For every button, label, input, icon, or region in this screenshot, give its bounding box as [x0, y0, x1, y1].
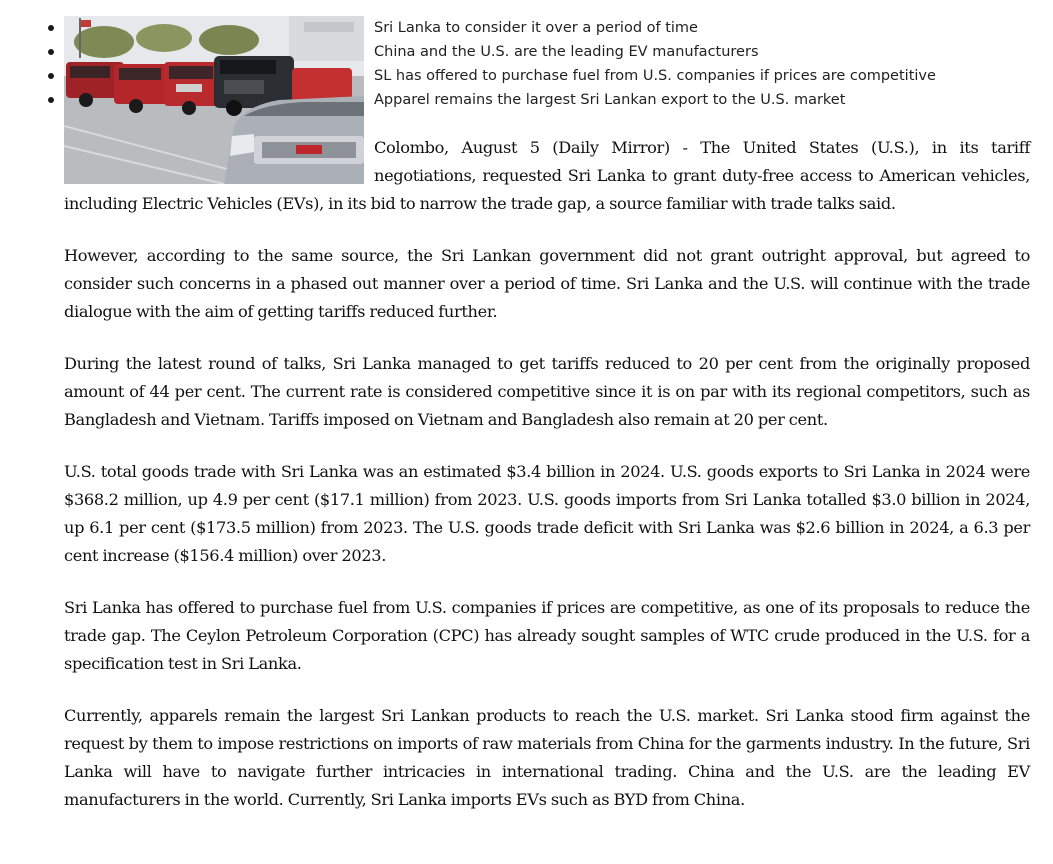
- key-point: [64, 16, 1030, 40]
- article-paragraph: Sri Lanka has offered to purchase fuel from U.S. companies if prices are competitive, as one of its proposals to reduce the trade gap. The Ceylon Petroleum Corporation (CPC) has already sought samples of WTC crude produced in the U.S. for a specification test in Sri Lanka.: [64, 598, 1030, 673]
- key-points-list: [64, 16, 1030, 112]
- key-point-text: Apparel remains the largest Sri Lankan export to the U.S. market: [374, 92, 846, 108]
- bullet-icon: [48, 97, 54, 103]
- article-paragraph: U.S. total goods trade with Sri Lanka was an estimated $3.4 billion in 2024. U.S. goods exports to Sri Lanka in 2024 were $368.2 million, up 4.9 per cent ($17.1 million) from 2023. U.S. goods imports from Sri Lanka totalled $3.0 billion in 2024, up 6.1 per cent ($173.5 million) from 2023. The U.S. goods trade deficit with Sri Lanka was $2.6 billion in 2024, a 6.3 per cent increase ($156.4 million) over 2023.: [64, 462, 1030, 565]
- article-paragraph: Currently, apparels remain the largest Sri Lankan products to reach the U.S. market. Sri Lanka stood firm against the request by them to impose restrictions on imports of raw materials from China for the garments industry. In the future, Sri Lanka will have to navigate further intricacies in international trading. China and the U.S. are the leading EV manufacturers in the world. Currently, Sri Lanka imports EVs such as BYD from China.: [64, 706, 1030, 809]
- bullet-icon: [48, 73, 54, 79]
- bullet-icon: [48, 49, 54, 55]
- key-point: [64, 40, 1030, 64]
- key-point-text: China and the U.S. are the leading EV manufacturers: [374, 44, 759, 60]
- article-body: [64, 16, 1030, 838]
- bullet-icon: [48, 25, 54, 31]
- article-paragraph: During the latest round of talks, Sri Lanka managed to get tariffs reduced to 20 per cent from the originally proposed amount of 44 per cent. The current rate is considered competitive since it is on par with its regional competitors, such as Bangladesh and Vietnam. Tariffs imposed on Vietnam and Bangladesh also remain at 20 per cent.: [64, 354, 1030, 429]
- key-point-text: Sri Lanka to consider it over a period of time: [374, 20, 698, 36]
- article-paragraph-lead: Colombo, August 5 (Daily Mirror) - The United States (U.S.), in its tariff negotiations, requested Sri Lanka to grant duty-free access to American vehicles, including Electric Vehicles (EVs), in its bid to narrow the trade gap, a source familiar with trade talks said.: [64, 138, 1030, 213]
- key-point-text: SL has offered to purchase fuel from U.S. companies if prices are competitive: [374, 68, 936, 84]
- key-point: [64, 88, 1030, 112]
- article-paragraph: However, according to the same source, the Sri Lankan government did not grant outright approval, but agreed to consider such concerns in a phased out manner over a period of time. Sri Lanka and the U.S. will continue with the trade dialogue with the aim of getting tariffs reduced further.: [64, 246, 1030, 321]
- key-point: [64, 64, 1030, 88]
